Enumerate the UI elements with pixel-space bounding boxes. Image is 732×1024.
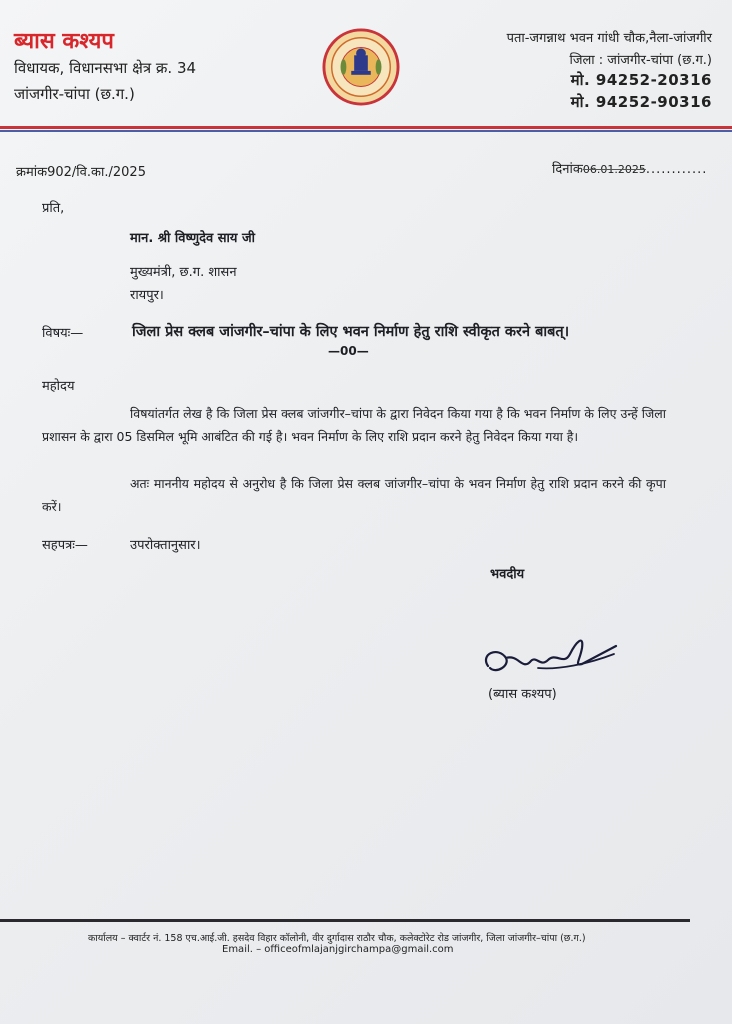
enclosure-label: सहपत्रः— — [42, 538, 88, 553]
date-value: 06.01.2025 — [582, 163, 646, 176]
subject-text: जिला प्रेस क्लब जांजगीर–चांपा के लिए भवन निर्माण हेतु राशि स्वीकृत करने बाबत्। — [132, 324, 570, 340]
date-label: दिनांक — [552, 162, 583, 177]
letter-date — [552, 159, 707, 177]
recipient-city: रायपुर। — [130, 288, 164, 303]
letterhead-constituency: जांजगीर-चांपा (छ.ग.) — [14, 85, 135, 103]
reference-number — [16, 162, 146, 180]
letterhead-address-line2: जिला : जांजगीर-चांपा (छ.ग.) — [569, 53, 712, 68]
reference-value: 902/वि.का./2025 — [47, 165, 146, 180]
date-dots: ............ — [645, 162, 708, 177]
signature-icon — [478, 624, 618, 686]
recipient-prati: प्रति, — [42, 201, 65, 216]
signatory-name: (ब्यास कश्यप) — [488, 687, 557, 702]
header-rule-blue — [0, 130, 732, 132]
letterhead-mobile2: मो. 94252-90316 — [570, 93, 712, 111]
recipient-name: मान. श्री विष्णुदेव साय जी — [130, 231, 255, 246]
body-paragraph-1: विषयांतर्गत लेख है कि जिला प्रेस क्लब जांजगीर–चांपा के द्वारा निवेदन किया गया है कि भवन निर्माण के लिए उन्हें जिला प्रशासन के द्वारा 05 डिसमिल भूमि आबंटित की गई है। भवन निर्माण के लिए राशि प्रदान करने हेतु निवेदन किया गया है। — [42, 406, 666, 444]
letterhead-mobile1: मो. 94252-20316 — [570, 71, 712, 89]
salutation: महोदय — [42, 379, 75, 394]
letterhead-name: ब्यास कश्यप — [14, 29, 114, 54]
closing-bhavdiya: भवदीय — [490, 567, 525, 582]
letterhead-address-line1: पता-जगन्नाथ भवन गांधी चौक,नैला-जांजगीर — [506, 31, 712, 46]
header-rule-red — [0, 126, 732, 129]
recipient-designation: मुख्यमंत्री, छ.ग. शासन — [130, 265, 237, 280]
footer-email: Email. – officeofmlajanjgirchampa@gmail.com — [222, 944, 454, 955]
assembly-seal-icon — [322, 28, 400, 106]
enclosure-value: उपरोक्तानुसार। — [130, 538, 201, 553]
letterhead-designation: विधायक, विधानसभा क्षेत्र क्र. 34 — [14, 59, 197, 77]
subject-label: विषयः— — [42, 326, 84, 341]
footer-rule — [0, 919, 690, 922]
footer-office-address: कार्यालय – क्वार्टर नं. 158 एच.आई.जी. हसदेव विहार कॉलोनी, वीर दुर्गादास राठौर चौक, कलेक्टोरेट रोड जांजगीर, जिला जांजगीर–चांपा (छ.ग.) — [88, 933, 586, 944]
subject-separator: —00— — [328, 344, 369, 358]
reference-label: क्रमांक — [16, 165, 48, 180]
body-paragraph-2: अतः माननीय महोदय से अनुरोध है कि जिला प्रेस क्लब जांजगीर–चांपा के भवन निर्माण हेतु राशि प्रदान करने की कृपा करें। — [42, 476, 666, 514]
